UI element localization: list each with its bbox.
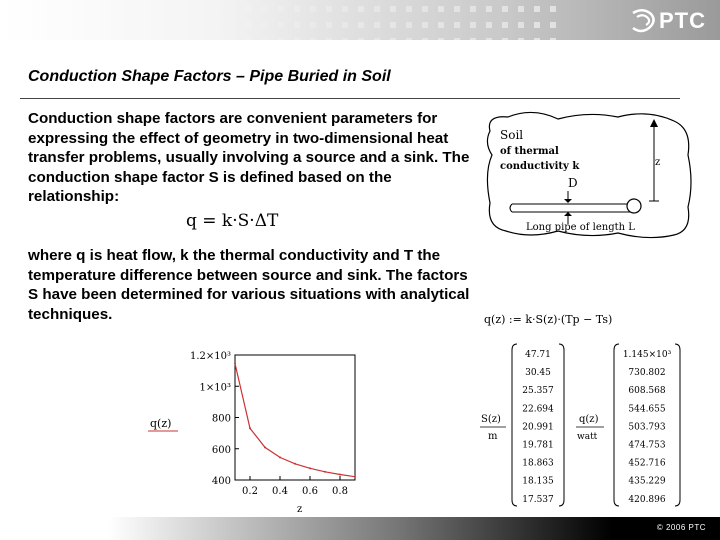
- y-tick-labels: [190, 351, 231, 487]
- header-dot: [422, 22, 428, 28]
- s-bracket-right: [559, 344, 564, 506]
- header-dot: [470, 38, 476, 40]
- data-point: [354, 476, 356, 478]
- s-value: 25.357: [522, 386, 554, 397]
- header-dot: [310, 22, 316, 28]
- q-value: 503.793: [628, 422, 666, 433]
- header-dot: [486, 6, 492, 12]
- header-dot: [454, 38, 460, 40]
- header-dot: [342, 22, 348, 28]
- header-dot: [326, 38, 332, 40]
- data-point: [249, 427, 251, 429]
- header-dot: [342, 38, 348, 40]
- x-tick-labels: [242, 486, 348, 497]
- diameter-arrow-top-head: [564, 199, 572, 203]
- q-bracket-left: [614, 344, 619, 506]
- heat-flow-formula: q(z) := k·S(z)·(Tp − Ts): [484, 313, 613, 326]
- header-dot: [246, 22, 252, 28]
- pipe-cross-section: [627, 199, 641, 213]
- header-dot: [502, 38, 508, 40]
- header-dot: [342, 6, 348, 12]
- header-dot: [390, 6, 396, 12]
- y-tick-label: 1.2×10³: [189, 351, 231, 362]
- conductivity-label: conductivity k: [500, 161, 580, 172]
- header-dot: [310, 38, 316, 40]
- header-dot: [518, 22, 524, 28]
- header-dot: [438, 6, 444, 12]
- footer-bar: [0, 517, 720, 540]
- s-value: 30.45: [525, 368, 551, 379]
- q-value: 474.753: [628, 440, 666, 451]
- header-dot: [262, 22, 268, 28]
- x-tick-label: 0.4: [272, 486, 288, 497]
- ptc-logo-text: PTC: [659, 8, 706, 33]
- intro-paragraph: Conduction shape factors are convenient parameters for expressing the effect of geometry in two-dimensional heat transfer problems, usually involving a source and a sink. The conduction shape factor S is defined based on the relationship:: [28, 110, 470, 205]
- header-dot: [534, 6, 540, 12]
- header-dot: [374, 38, 380, 40]
- x-axis-label: z: [297, 504, 303, 515]
- header-dot: [550, 22, 556, 28]
- s-unit: m: [488, 431, 498, 442]
- y-axis-label: q(z): [150, 417, 172, 430]
- header-dot: [182, 38, 188, 40]
- header-dot: [214, 6, 220, 12]
- header-dot: [438, 22, 444, 28]
- header-dot: [534, 38, 540, 40]
- header-dot: [534, 22, 540, 28]
- header-dot: [198, 38, 204, 40]
- data-point: [339, 474, 341, 476]
- ptc-logo: [627, 8, 706, 34]
- header-dot: [422, 38, 428, 40]
- q-label: q(z): [579, 414, 599, 425]
- header-dot: [454, 22, 460, 28]
- x-tick-label: 0.8: [332, 486, 348, 497]
- header-dot: [502, 22, 508, 28]
- x-tick-label: 0.2: [242, 486, 258, 497]
- q-value: 730.802: [628, 368, 666, 379]
- s-bracket-left: [512, 344, 517, 506]
- data-point: [324, 471, 326, 473]
- plot-frame: [235, 355, 355, 480]
- header-dot: [294, 6, 300, 12]
- header-dot: [470, 6, 476, 12]
- header-dot: [150, 38, 156, 40]
- header-dot: [406, 38, 412, 40]
- header-dot: [422, 6, 428, 12]
- y-tick-label: 1×10³: [199, 382, 231, 394]
- x-tick-label: 0.6: [302, 486, 318, 497]
- header-dot: [358, 38, 364, 40]
- header-dot: [166, 6, 172, 12]
- s-value: 20.991: [522, 422, 554, 433]
- header-dot: [390, 38, 396, 40]
- q-value: 1.145×10³: [622, 350, 672, 360]
- pipe-length-label: Long pipe of length L: [526, 222, 635, 233]
- header-dot: [198, 6, 204, 12]
- header-dot: [166, 22, 172, 28]
- title-bar: [20, 64, 680, 99]
- value-tables: [478, 340, 708, 508]
- q-bracket-right: [675, 344, 680, 506]
- header-dot: [214, 38, 220, 40]
- data-point: [234, 363, 236, 365]
- s-values-column: [522, 350, 554, 505]
- header-dot: [486, 38, 492, 40]
- header-dot: [550, 6, 556, 12]
- q-value: 544.655: [628, 404, 666, 415]
- header-dot: [150, 6, 156, 12]
- header-dot: [182, 6, 188, 12]
- buried-pipe-diagram: [478, 103, 698, 243]
- q-value: 452.716: [628, 458, 666, 469]
- header-dot: [262, 38, 268, 40]
- header-dot: [326, 6, 332, 12]
- header-dot: [550, 38, 556, 40]
- header-dot: [406, 22, 412, 28]
- header-bar: [0, 0, 720, 40]
- header-dot: [182, 22, 188, 28]
- header-dot: [246, 6, 252, 12]
- explanation-paragraph: where q is heat flow, k the thermal conductivity and T the temperature difference between source and sink. The factors S have been determined for various situations with analytical techniques.: [28, 247, 470, 323]
- data-point: [264, 446, 266, 448]
- s-value: 18.135: [522, 476, 554, 487]
- header-dot: [390, 22, 396, 28]
- s-value: 22.694: [522, 404, 554, 415]
- s-value: 17.537: [522, 494, 554, 505]
- s-label: S(z): [481, 414, 501, 425]
- q-value: 435.229: [628, 476, 666, 487]
- header-dot: [198, 22, 204, 28]
- header-dot: [358, 6, 364, 12]
- header-dot: [454, 6, 460, 12]
- q-value: 420.896: [628, 494, 666, 505]
- header-dot: [214, 22, 220, 28]
- header-dot: [294, 22, 300, 28]
- header-dot: [518, 38, 524, 40]
- header-dot: [374, 22, 380, 28]
- data-point: [294, 463, 296, 465]
- copyright-text: © 2006 PTC: [656, 523, 706, 532]
- s-value: 18.863: [522, 458, 554, 469]
- header-dot: [358, 22, 364, 28]
- pipe-end: [510, 204, 512, 212]
- data-point: [309, 467, 311, 469]
- header-dot: [166, 38, 172, 40]
- diameter-arrow-bottom-head: [564, 212, 572, 216]
- header-dot: [310, 6, 316, 12]
- header-dot: [374, 6, 380, 12]
- header-dot: [502, 6, 508, 12]
- s-value: 47.71: [525, 350, 551, 360]
- header-dot: [278, 6, 284, 12]
- data-point: [279, 456, 281, 458]
- header-dot: [438, 38, 444, 40]
- y-tick-label: 800: [211, 413, 231, 425]
- header-dot: [246, 38, 252, 40]
- header-dot: [230, 6, 236, 12]
- depth-z-label: z: [655, 157, 661, 168]
- header-dot: [326, 22, 332, 28]
- soil-label: Soil: [500, 128, 524, 142]
- q-values-column: [623, 350, 672, 505]
- shape-factor-relationship: q = k·S·ΔT: [186, 211, 279, 231]
- y-tick-label: 600: [211, 444, 231, 456]
- header-dot: [262, 6, 268, 12]
- header-dot: [278, 38, 284, 40]
- q-unit: watt: [577, 432, 598, 442]
- of-thermal-label: of thermal: [500, 146, 559, 157]
- header-dot: [470, 22, 476, 28]
- diameter-d-label: D: [568, 176, 578, 190]
- depth-arrow-head: [650, 119, 658, 127]
- header-dot: [294, 38, 300, 40]
- slide-title: Conduction Shape Factors – Pipe Buried in Soil: [28, 68, 391, 85]
- header-dot: [230, 22, 236, 28]
- header-dot: [150, 22, 156, 28]
- ptc-logo-icon: [627, 8, 659, 34]
- header-dot: [486, 22, 492, 28]
- header-dot: [230, 38, 236, 40]
- header-dot: [518, 6, 524, 12]
- header-dot: [278, 22, 284, 28]
- heat-flow-plot: [140, 345, 370, 517]
- q-value: 608.568: [628, 386, 666, 397]
- y-tick-label: 400: [211, 476, 231, 487]
- s-value: 19.781: [522, 440, 554, 451]
- header-dot-pattern: [0, 0, 720, 40]
- header-dot: [406, 6, 412, 12]
